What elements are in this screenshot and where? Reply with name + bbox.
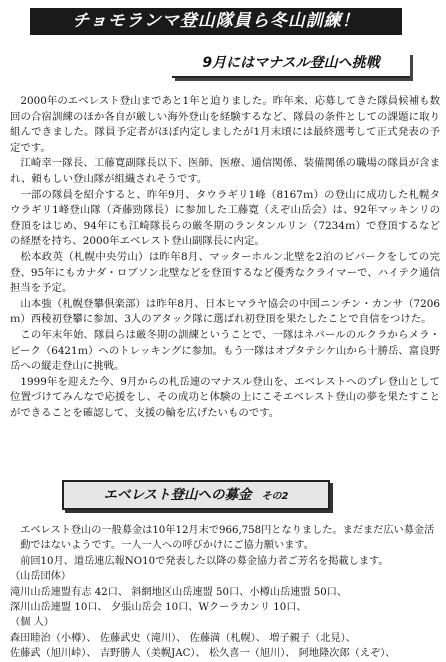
fund-individual-heading: （個 人）: [10, 617, 54, 629]
fund-section-body: [10, 523, 440, 662]
headline-banner: チョモランマ登山隊員ら冬山訓練！: [30, 8, 402, 35]
fund-note: 前回10月、道岳連広報NO10で発表した以降の募金協力者ご芳名を掲載します。: [20, 555, 389, 567]
paragraph: 一部の隊員を紹介すると、昨年9月、タウラギリ1峰（8167ｍ）の登山に成功した札幌タウラギリ1峰登山隊（斉藤勁隊長）に参加した工藤寛（えぞ山岳会）は、92年マッキンリの登頂をはじめ、94年にも江崎隊長らの厳冬期のランタンルリン（7234ｍ）で登頂するなどの経歴を持ち、2000年エベレスト登山副隊長に内定。: [10, 188, 440, 248]
fund-donor-line: 森田睦治（小樽）、 佐藤武史（滝川）、 佐藤満（札幌）、 増子親子（北見）、: [10, 632, 356, 644]
fund-section-header: [62, 480, 330, 510]
fund-donor-line: 深川山岳連盟 10口、 夕張山岳会 10口、Wクーラカンリ 10口、: [10, 602, 307, 614]
fund-summary: エベレスト登山の一般募金は10年12月末で966,758円となりました。まだまだ広い募金活動ではないようです。一人一人への呼びかけにご協力願います。: [20, 525, 435, 552]
paragraph: 1999年を迎えた今、9月からの札岳連のマナスル登山を、エベレストへのプレ登山として位置づけてみんなで応援をし、その成功と体験の上にこそエベレスト登山の夢を果たすことができることを確認して、支援の輪を広げたいものです。: [10, 375, 440, 419]
paragraph: 2000年のエベレスト登山まであと1年と迫りました。昨年来、応募してきた隊員候補も数回の合宿訓練のほか各自が厳しい海外登山を経験するなど、隊員の条件としての課題に取り組んできました。隊員予定者がほぼ内定しましたが1月末頃には最終選考して正式発表の予定です。: [10, 95, 440, 154]
subtitle: 9月にはマナスル登山へ挑戦: [172, 52, 410, 78]
paragraph: 江崎幸一隊長、工藤寛副隊長以下、医師、医療、通信関係、装備関係の職場の隊員が含まれ、頼もしい登山隊が組織されそうです。: [10, 157, 440, 185]
paragraph: 松本政英（札幌中央労山）は昨年8月、マッターホルン北壁を2泊のビバークをしての完登、95年にもカナダ・ロブソン北壁などを登頂するなど優秀なクライマーで、ハイテク通信担当を予定。: [10, 250, 440, 295]
fund-group-heading: （山岳団体）: [10, 571, 72, 583]
fund-part: その2: [261, 491, 289, 502]
fund-donor-line: 佐藤武（旭川峠）、 吉野勝人（美幌JAC）、 松久喜一（旭川）、 阿地隆次郎（えぞ）、: [10, 648, 396, 660]
article-body: [10, 94, 440, 421]
paragraph: 山本強（札幌登攀倶楽部）は昨年8月、日本ヒマラヤ協会の中国ニンチン・カンサ（7206ｍ）西稜初登攀に参加、3人のアタック隊に選ばれ初登頂を果たしたことで自信をつけた。: [10, 297, 440, 326]
paragraph: この年末年始、隊員らは厳冬期の訓練ということで、一隊はネパールのルクラからメラ・ピーク（6421ｍ）へのトレッキングに参加。もう一隊はオプタテシケ山から十勝岳、富良野岳への縦走登山に挑戦。: [10, 328, 440, 373]
fund-title: エベレスト登山への募金: [103, 487, 252, 503]
fund-donor-line: 滝川山岳連盟有志 42口、 斜網地区山岳連盟 50口、小樽山岳連盟 50口、: [10, 586, 348, 598]
